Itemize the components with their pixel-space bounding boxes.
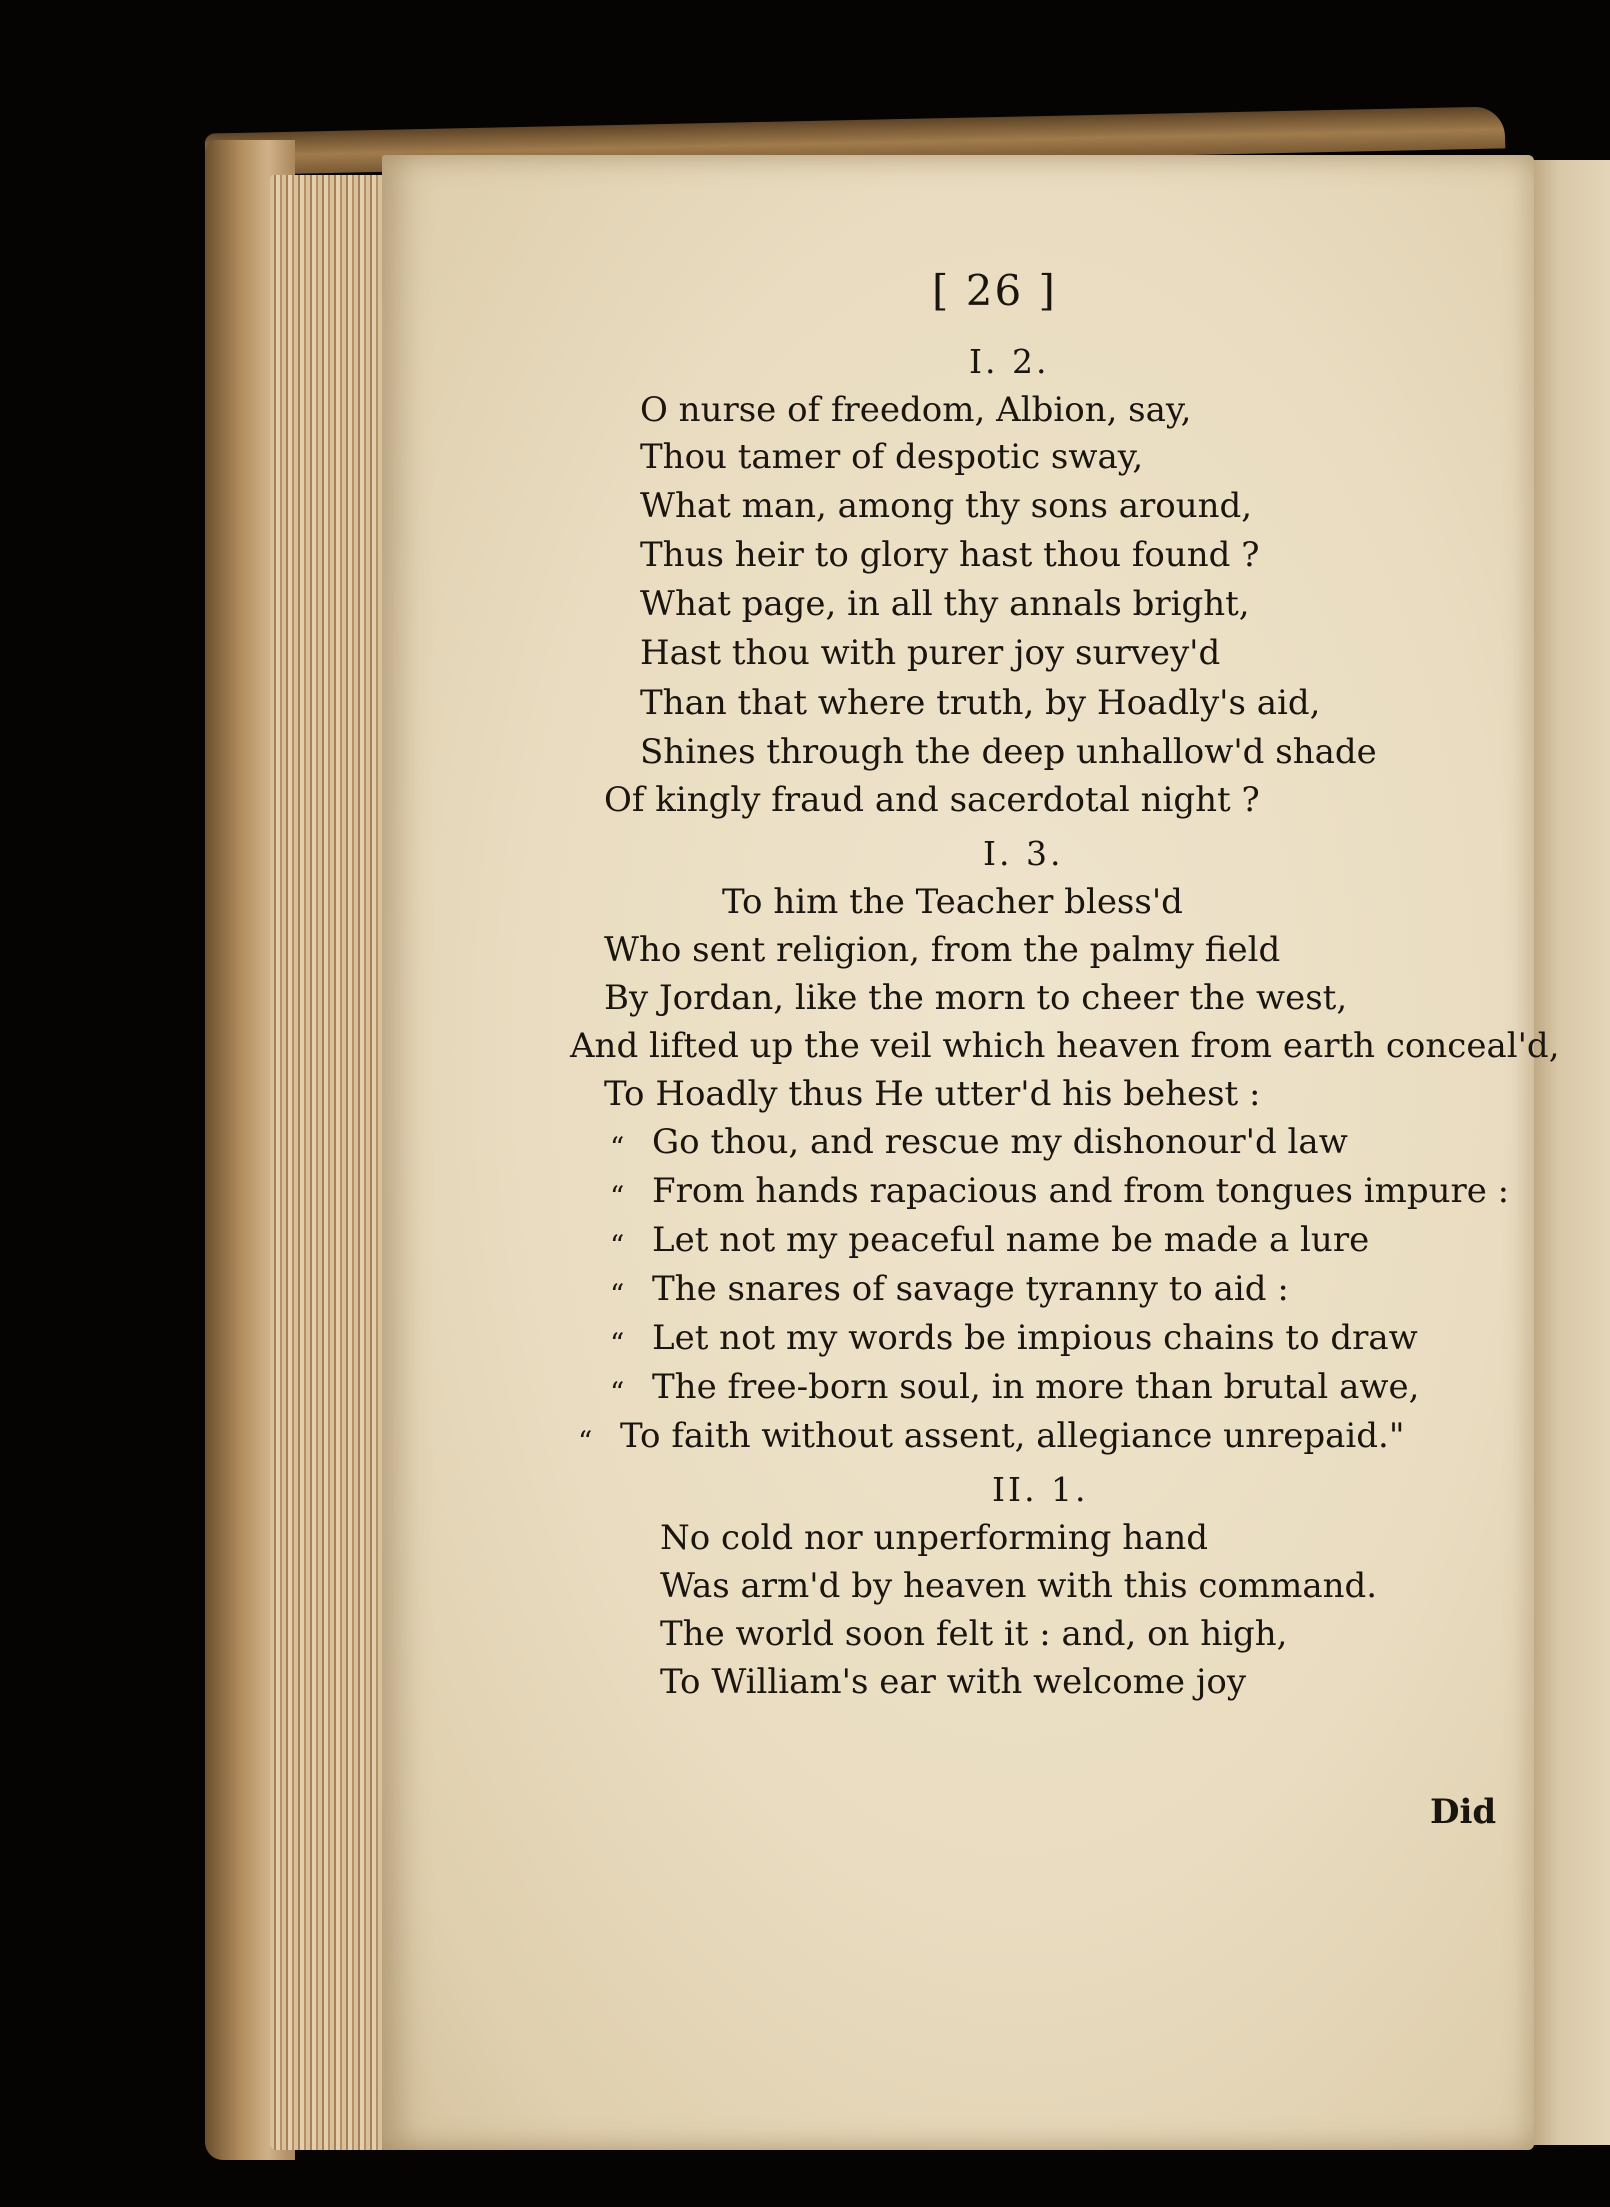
verse-line-10: To him the Teacher bless'd: [722, 882, 1183, 922]
section-heading-ii-1: II. 1.: [992, 1470, 1089, 1509]
verse-line-7: Than that where truth, by Hoadly's aid,: [640, 683, 1321, 723]
verse-line-12: By Jordan, like the morn to cheer the west,: [604, 978, 1348, 1018]
verse-line-4: Thus heir to glory hast thou found ?: [640, 535, 1260, 575]
verse-line-6: Hast thou with purer joy survey'd: [640, 633, 1221, 673]
verse-line-3: What man, among thy sons around,: [640, 486, 1253, 526]
verse-line-2: Thou tamer of despotic sway,: [640, 437, 1144, 477]
verse-line-5: What page, in all thy annals bright,: [640, 584, 1250, 624]
verse-line-11: Who sent religion, from the palmy field: [604, 930, 1281, 970]
quote-mark-2: “: [610, 1180, 625, 1213]
verse-line-23: Was arm'd by heaven with this command.: [660, 1566, 1378, 1606]
verse-line-24: The world soon felt it : and, on high,: [660, 1614, 1288, 1654]
verse-line-8: Shines through the deep unhallow'd shade: [640, 732, 1377, 772]
quote-mark-3: “: [610, 1229, 625, 1262]
verse-line-9: Of kingly fraud and sacerdotal night ?: [604, 780, 1260, 820]
verse-line-13: And lifted up the veil which heaven from earth conceal'd,: [570, 1026, 1560, 1066]
quote-mark-7: “: [578, 1425, 593, 1458]
verse-line-22: No cold nor unperforming hand: [660, 1518, 1209, 1558]
verse-line-1: O nurse of freedom, Albion, say,: [640, 390, 1192, 430]
section-heading-i-3: I. 3.: [983, 834, 1064, 873]
section-heading-i-2: I. 2.: [969, 342, 1050, 381]
facing-page-edge: [1525, 160, 1610, 2145]
quote-mark-5: “: [610, 1327, 625, 1360]
verse-line-17: Let not my peaceful name be made a lure: [652, 1220, 1370, 1260]
quote-mark-1: “: [610, 1131, 625, 1164]
book-page: [382, 155, 1560, 2150]
verse-line-19: Let not my words be impious chains to draw: [652, 1318, 1418, 1358]
quote-mark-6: “: [610, 1376, 625, 1409]
verse-line-16: From hands rapacious and from tongues impure :: [652, 1171, 1510, 1211]
verse-line-21: To faith without assent, allegiance unrepaid.": [620, 1416, 1405, 1456]
verse-line-25: To William's ear with welcome joy: [660, 1662, 1247, 1702]
page-stack-edges: [270, 175, 395, 2150]
verse-line-20: The free-born soul, in more than brutal awe,: [652, 1367, 1420, 1407]
verse-line-15: Go thou, and rescue my dishonour'd law: [652, 1122, 1348, 1162]
catchword: Did: [1430, 1792, 1497, 1832]
quote-mark-4: “: [610, 1278, 625, 1311]
verse-line-18: The snares of savage tyranny to aid :: [652, 1269, 1289, 1309]
page-number-header: [ 26 ]: [932, 266, 1057, 315]
verse-line-14: To Hoadly thus He utter'd his behest :: [604, 1074, 1261, 1114]
